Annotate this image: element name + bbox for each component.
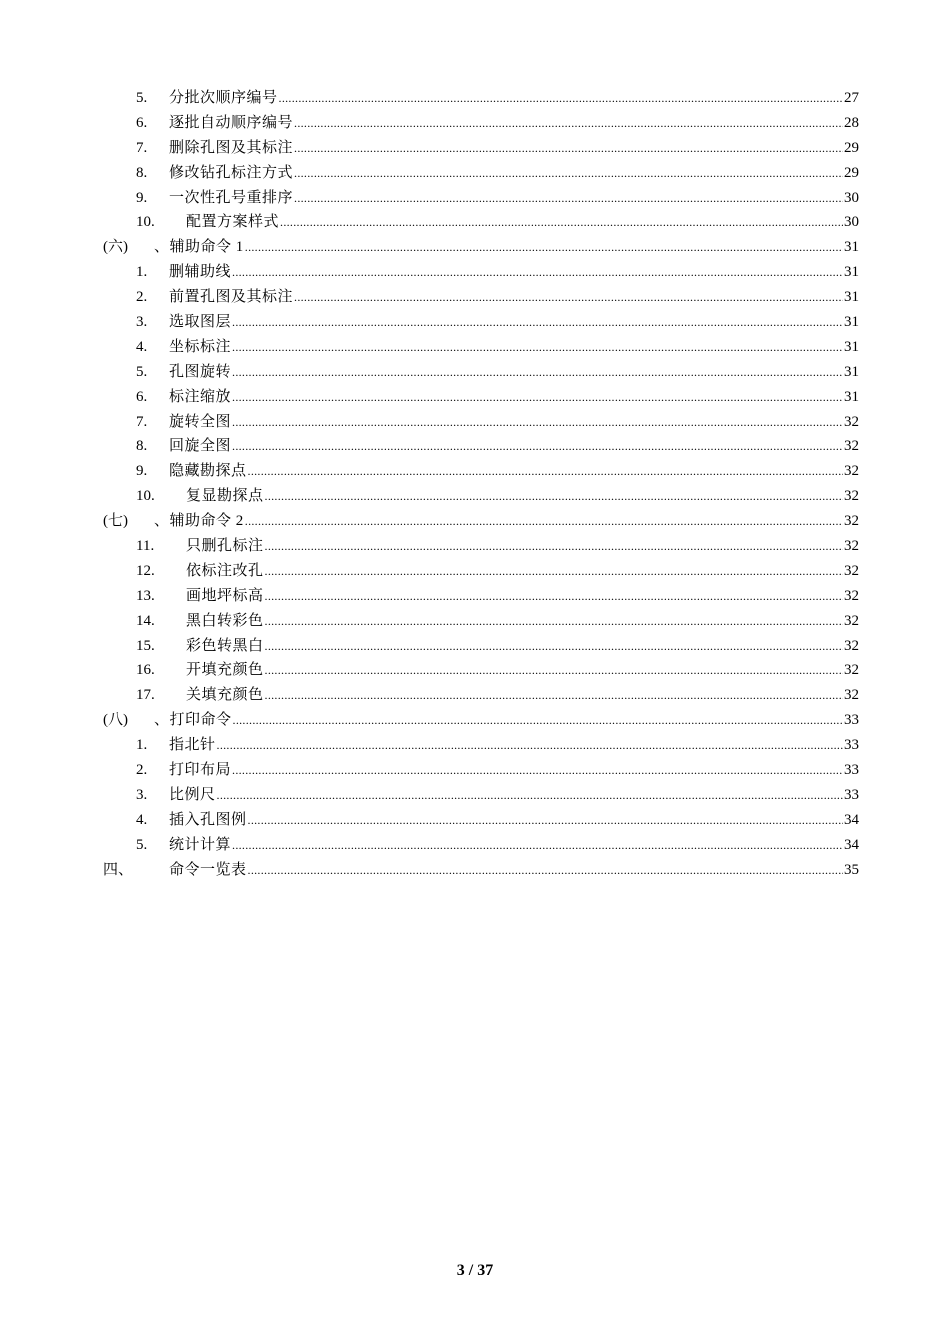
page-number: 3 / 37 xyxy=(456,1262,494,1279)
toc-entry-link[interactable] xyxy=(186,658,859,683)
toc-entry-number: 8. xyxy=(136,438,148,455)
toc-entry-page: 32 xyxy=(844,488,859,505)
toc-entry-title: 、辅助命令 2 xyxy=(154,513,244,530)
toc-entry-title: 彩色转黑白 xyxy=(186,637,264,654)
toc-entry-number: 7. xyxy=(136,413,148,430)
toc-entry[interactable] xyxy=(0,385,950,410)
toc-entry[interactable] xyxy=(0,210,950,235)
toc-entry-title: 回旋全图 xyxy=(169,438,232,455)
toc-entry-title: 黑白转彩色 xyxy=(186,612,264,629)
toc-entry[interactable] xyxy=(0,733,950,758)
toc-dot-leader xyxy=(232,385,843,410)
toc-entry-page: 33 xyxy=(844,737,859,754)
toc-entry-title: 只删孔标注 xyxy=(186,538,264,555)
toc-entry-page: 32 xyxy=(844,562,859,579)
toc-entry[interactable] xyxy=(0,235,950,260)
toc-entry-number: 4. xyxy=(136,338,148,355)
toc-entry-title: 隐藏勘探点 xyxy=(169,463,247,480)
toc-entry[interactable] xyxy=(0,285,950,310)
toc-entry-link[interactable] xyxy=(186,609,859,634)
toc-entry-title: 复显勘探点 xyxy=(186,488,264,505)
toc-entry-number: 5. xyxy=(136,90,148,106)
toc-entry-page: 32 xyxy=(844,438,859,455)
toc-entry-link[interactable] xyxy=(169,310,859,335)
toc-entry[interactable] xyxy=(0,360,950,385)
toc-entry[interactable] xyxy=(0,260,950,285)
toc-entry[interactable] xyxy=(0,484,950,509)
toc-entry-link[interactable] xyxy=(169,733,859,758)
toc-entry[interactable] xyxy=(0,459,950,484)
toc-entry-title: 修改钻孔标注方式 xyxy=(169,164,294,181)
toc-entry[interactable] xyxy=(0,86,950,111)
toc-entry[interactable] xyxy=(0,758,950,783)
toc-entry-link[interactable] xyxy=(154,708,859,733)
toc-entry-number: 1. xyxy=(136,264,148,281)
toc-entry[interactable] xyxy=(0,658,950,683)
toc-dot-leader xyxy=(265,634,843,659)
toc-entry[interactable] xyxy=(0,708,950,733)
toc-dot-leader xyxy=(265,559,843,584)
toc-entry-page: 33 xyxy=(844,762,859,779)
toc-dot-leader xyxy=(279,86,843,111)
toc-entry-title: 分批次顺序编号 xyxy=(169,90,278,106)
toc-entry[interactable] xyxy=(0,634,950,659)
toc-entry-title: 逐批自动顺序编号 xyxy=(169,114,294,131)
toc-entry-link[interactable] xyxy=(169,459,859,484)
toc-entry[interactable] xyxy=(0,509,950,534)
toc-dot-leader xyxy=(265,609,843,634)
toc-entry-number: 14. xyxy=(136,612,155,629)
toc-entry-page: 32 xyxy=(844,612,859,629)
toc-entry-page: 31 xyxy=(844,363,859,380)
toc-entry-page: 29 xyxy=(844,164,859,181)
toc-entry-link[interactable] xyxy=(186,559,859,584)
toc-entry-link[interactable] xyxy=(154,235,859,260)
toc-entry-title: 统计计算 xyxy=(169,836,232,853)
toc-entry-number: (六) xyxy=(103,239,128,256)
toc-entry[interactable] xyxy=(0,186,950,211)
toc-entry-page: 31 xyxy=(844,264,859,281)
toc-entry-page: 27 xyxy=(844,90,859,106)
toc-entry-title: 配置方案样式 xyxy=(186,214,280,231)
toc-entry-title: 画地坪标高 xyxy=(186,587,264,604)
toc-entry-link[interactable] xyxy=(169,434,859,459)
toc-dot-leader xyxy=(294,186,843,211)
toc-dot-leader xyxy=(233,708,843,733)
toc-entry-page: 31 xyxy=(844,388,859,405)
toc-dot-leader xyxy=(294,111,843,136)
toc-entry-number: 9. xyxy=(136,189,148,206)
toc-entry-number: 5. xyxy=(136,363,148,380)
toc-entry-title: 命令一览表 xyxy=(169,861,247,878)
toc-entry-link[interactable] xyxy=(169,783,859,808)
toc-entry-page: 33 xyxy=(844,786,859,803)
toc-entry-link[interactable] xyxy=(186,534,859,559)
toc-entry-title: 前置孔图及其标注 xyxy=(169,289,294,306)
toc-entry[interactable] xyxy=(0,111,950,136)
toc-entry-title: 删除孔图及其标注 xyxy=(169,139,294,156)
toc-entry-link[interactable] xyxy=(186,210,859,235)
toc-entry-link[interactable] xyxy=(169,385,859,410)
toc-entry-link[interactable] xyxy=(169,410,859,435)
toc-entry-number: 7. xyxy=(136,139,148,156)
toc-entry[interactable] xyxy=(0,609,950,634)
toc-entry-link[interactable] xyxy=(169,285,859,310)
toc-entry-title: 标注缩放 xyxy=(169,388,232,405)
toc-entry-number: (八) xyxy=(103,712,128,729)
toc-dot-leader xyxy=(265,534,843,559)
toc-entry-link[interactable] xyxy=(169,86,859,111)
toc-entry-page: 32 xyxy=(844,413,859,430)
toc-entry-number: 5. xyxy=(136,836,148,853)
toc-entry-title: 指北针 xyxy=(169,737,216,754)
toc-entry-number: 10. xyxy=(136,214,155,231)
toc-entry[interactable] xyxy=(0,410,950,435)
toc-entry-link[interactable] xyxy=(169,136,859,161)
toc-entry-number: 1. xyxy=(136,737,148,754)
toc-entry-number: 4. xyxy=(136,811,148,828)
toc-entry-link[interactable] xyxy=(154,509,859,534)
toc-entry[interactable] xyxy=(0,136,950,161)
toc-dot-leader xyxy=(245,235,843,260)
toc-dot-leader xyxy=(232,833,843,858)
toc-entry-link[interactable] xyxy=(169,758,859,783)
toc-dot-leader xyxy=(232,360,843,385)
toc-dot-leader xyxy=(294,285,843,310)
toc-entry-number: 13. xyxy=(136,587,155,604)
toc-entry-page: 32 xyxy=(844,587,859,604)
toc-entry-page: 30 xyxy=(844,214,859,231)
toc-dot-leader xyxy=(265,484,843,509)
toc-entry-page: 34 xyxy=(844,836,859,853)
toc-entry-link[interactable] xyxy=(169,186,859,211)
toc-dot-leader xyxy=(294,161,843,186)
toc-entry-page: 32 xyxy=(844,637,859,654)
toc-entry-link[interactable] xyxy=(169,260,859,285)
toc-dot-leader xyxy=(232,434,843,459)
toc-entry[interactable] xyxy=(0,858,950,883)
toc-dot-leader xyxy=(248,808,843,833)
toc-entry-link[interactable] xyxy=(169,858,859,883)
toc-entry-number: 15. xyxy=(136,637,155,654)
toc-entry-title: 旋转全图 xyxy=(169,413,232,430)
toc-entry[interactable] xyxy=(0,310,950,335)
toc-entry[interactable] xyxy=(0,335,950,360)
toc-entry-title: 选取图层 xyxy=(169,314,232,331)
toc-entry-title: 比例尺 xyxy=(169,786,216,803)
toc-entry[interactable] xyxy=(0,559,950,584)
toc-entry-link[interactable] xyxy=(169,161,859,186)
toc-entry-page: 32 xyxy=(844,513,859,530)
toc-entry-link[interactable] xyxy=(169,808,859,833)
toc-dot-leader xyxy=(232,260,843,285)
toc-entry-number: 10. xyxy=(136,488,155,505)
toc-entry-number: (七) xyxy=(103,513,128,530)
toc-entry-page: 31 xyxy=(844,289,859,306)
toc-entry-number: 3. xyxy=(136,786,148,803)
toc-entry-page: 34 xyxy=(844,811,859,828)
toc-dot-leader xyxy=(232,758,843,783)
toc-entry-page: 31 xyxy=(844,338,859,355)
toc-entry-number: 6. xyxy=(136,114,148,131)
toc-entry-number: 17. xyxy=(136,687,155,704)
toc-entry-page: 32 xyxy=(844,662,859,679)
toc-entry[interactable] xyxy=(0,833,950,858)
toc-entry[interactable] xyxy=(0,808,950,833)
toc-dot-leader xyxy=(248,459,843,484)
toc-dot-leader xyxy=(265,584,843,609)
toc-entry-page: 35 xyxy=(844,861,859,878)
toc-entry-title: 插入孔图例 xyxy=(169,811,247,828)
toc-entry-number: 2. xyxy=(136,289,148,306)
toc-entry-link[interactable] xyxy=(169,360,859,385)
toc-entry-link[interactable] xyxy=(186,484,859,509)
toc-entry-page: 31 xyxy=(844,239,859,256)
toc-dot-leader xyxy=(217,733,843,758)
toc-entry-link[interactable] xyxy=(169,111,859,136)
toc-entry-title: 坐标标注 xyxy=(169,338,232,355)
toc-entry-number: 四、 xyxy=(103,861,134,878)
toc-entry-page: 31 xyxy=(844,314,859,331)
toc-entry-number: 11. xyxy=(136,538,155,555)
toc-entry-link[interactable] xyxy=(186,634,859,659)
toc-entry-title: 孔图旋转 xyxy=(169,363,232,380)
toc-entry-number: 9. xyxy=(136,463,148,480)
toc-dot-leader xyxy=(217,783,843,808)
toc-entry-page: 32 xyxy=(844,538,859,555)
toc-entry[interactable] xyxy=(0,783,950,808)
toc-entry[interactable] xyxy=(0,534,950,559)
toc-dot-leader xyxy=(245,509,843,534)
toc-entry-page: 33 xyxy=(844,712,859,729)
toc-entry-page: 28 xyxy=(844,114,859,131)
toc-entry-number: 3. xyxy=(136,314,148,331)
table-of-contents xyxy=(0,86,950,883)
toc-entry-link[interactable] xyxy=(169,335,859,360)
toc-entry-number: 16. xyxy=(136,662,155,679)
toc-entry[interactable] xyxy=(0,161,950,186)
toc-dot-leader xyxy=(294,136,843,161)
toc-entry-page: 29 xyxy=(844,139,859,156)
toc-dot-leader xyxy=(232,310,843,335)
toc-entry-number: 12. xyxy=(136,562,155,579)
toc-dot-leader xyxy=(232,335,843,360)
toc-entry[interactable] xyxy=(0,584,950,609)
toc-entry-number: 8. xyxy=(136,164,148,181)
toc-entry-title: 一次性孔号重排序 xyxy=(169,189,294,206)
toc-entry[interactable] xyxy=(0,683,950,708)
toc-entry-title: 、辅助命令 1 xyxy=(154,239,244,256)
toc-entry-title: 关填充颜色 xyxy=(186,687,264,704)
toc-dot-leader xyxy=(232,410,843,435)
toc-dot-leader xyxy=(265,658,843,683)
toc-entry-number: 2. xyxy=(136,762,148,779)
toc-entry-link[interactable] xyxy=(186,683,859,708)
toc-entry-title: 依标注改孔 xyxy=(186,562,264,579)
toc-entry-title: 删辅助线 xyxy=(169,264,232,281)
toc-entry-page: 32 xyxy=(844,687,859,704)
toc-entry-link[interactable] xyxy=(186,584,859,609)
toc-entry-title: 、打印命令 xyxy=(154,712,232,729)
toc-entry[interactable] xyxy=(0,434,950,459)
toc-entry-title: 开填充颜色 xyxy=(186,662,264,679)
toc-entry-number: 6. xyxy=(136,388,148,405)
toc-dot-leader xyxy=(280,210,843,235)
toc-entry-page: 30 xyxy=(844,189,859,206)
toc-dot-leader xyxy=(248,858,843,883)
toc-dot-leader xyxy=(265,683,843,708)
toc-entry-page: 32 xyxy=(844,463,859,480)
toc-entry-title: 打印布局 xyxy=(169,762,232,779)
toc-entry-link[interactable] xyxy=(169,833,859,858)
